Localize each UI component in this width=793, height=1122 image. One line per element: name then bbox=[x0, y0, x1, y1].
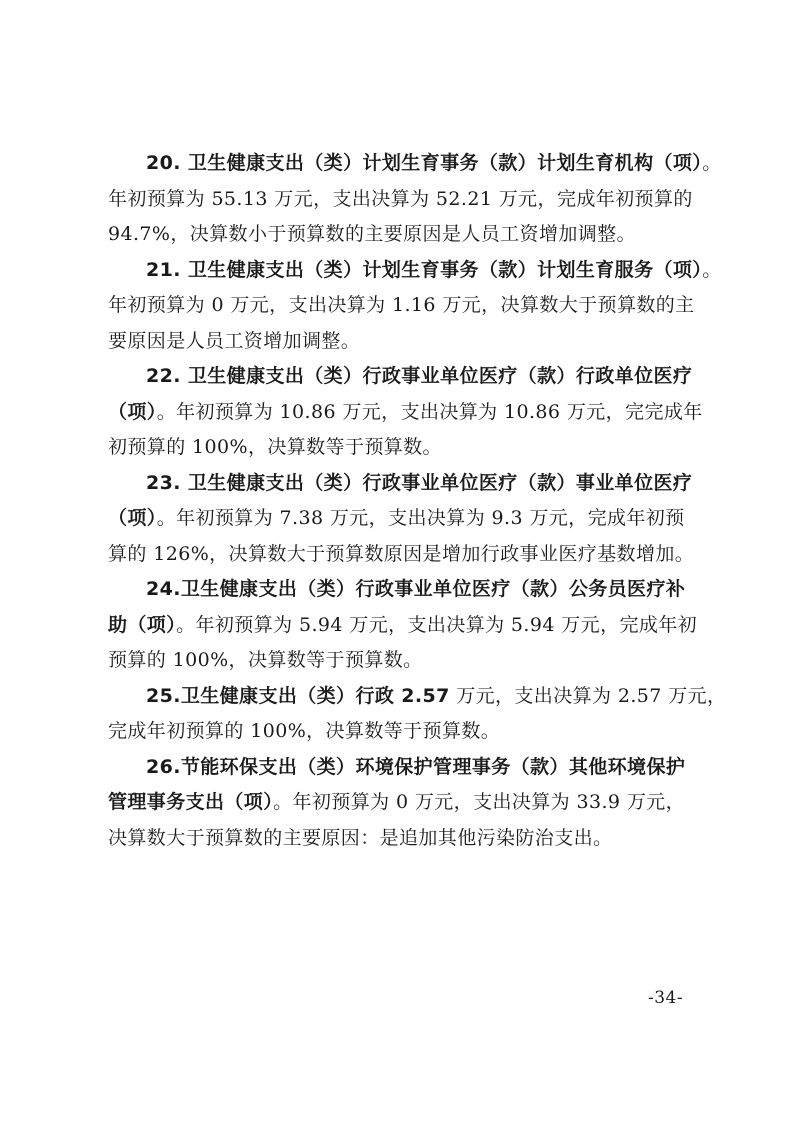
paragraph-line: 算的 126%，决算数大于预算数原因是增加行政事业医疗基数增加。 bbox=[108, 542, 695, 565]
paragraph-24 bbox=[108, 572, 698, 679]
paragraph-22 bbox=[108, 359, 703, 466]
paragraph-23 bbox=[108, 466, 695, 573]
paragraph-21 bbox=[108, 253, 722, 360]
paragraph-line: 预算的 100%，决算数等于预算数。 bbox=[108, 649, 423, 671]
paragraph-line: 初预算的 100%，决算数等于预算数。 bbox=[108, 436, 442, 458]
paragraph-line: 年初预算为 0 万元，支出决算为 1.16 万元，决算数大于预算数的主 bbox=[108, 294, 695, 316]
paragraph-line: 23. 卫生健康支出（类）行政事业单位医疗（款）事业单位医疗 bbox=[146, 471, 693, 494]
paragraph-line: 20. 卫生健康支出（类）计划生育事务（款）计划生育机构（项）。 bbox=[146, 152, 722, 174]
paragraph-line: 24.卫生健康支出（类）行政事业单位医疗（款）公务员医疗补 bbox=[146, 578, 686, 600]
paragraph-line: 94.7%，决算数小于预算数的主要原因是人员工资增加调整。 bbox=[108, 223, 636, 245]
page-number: -34- bbox=[648, 988, 684, 1008]
document-body bbox=[108, 146, 727, 856]
paragraph-line: （项）。年初预算为 7.38 万元，支出决算为 9.3 万元，完成年初预 bbox=[108, 507, 685, 529]
paragraph-line: 管理事务支出（项）。年初预算为 0 万元，支出决算为 33.9 万元， bbox=[108, 791, 686, 813]
paragraph-line: 年初预算为 55.13 万元，支出决算为 52.21 万元，完成年初预算的 bbox=[108, 187, 693, 210]
paragraph-line: 21. 卫生健康支出（类）计划生育事务（款）计划生育服务（项）。 bbox=[146, 258, 722, 281]
paragraph-line: 22. 卫生健康支出（类）行政事业单位医疗（款）行政单位医疗 bbox=[146, 365, 693, 387]
paragraph-line: 完成年初预算的 100%，决算数等于预算数。 bbox=[108, 720, 501, 742]
paragraph-line: 要原因是人员工资增加调整。 bbox=[108, 329, 361, 352]
paragraph-line: 助（项）。年初预算为 5.94 万元，支出决算为 5.94 万元，完成年初 bbox=[108, 613, 698, 636]
paragraph-line: 25.卫生健康支出（类）行政 2.57 万元，支出决算为 2.57 万元， bbox=[146, 684, 727, 707]
paragraph-20 bbox=[108, 146, 722, 253]
paragraph-line: （项）。年初预算为 10.86 万元，支出决算为 10.86 万元，完完成年 bbox=[108, 400, 703, 423]
paragraph-26 bbox=[108, 750, 695, 857]
paragraph-25 bbox=[108, 679, 727, 750]
paragraph-line: 决算数大于预算数的主要原因：是追加其他污染防治支出。 bbox=[108, 826, 613, 849]
paragraph-line: 26.节能环保支出（类）环境保护管理事务（款）其他环境保护 bbox=[146, 755, 686, 778]
